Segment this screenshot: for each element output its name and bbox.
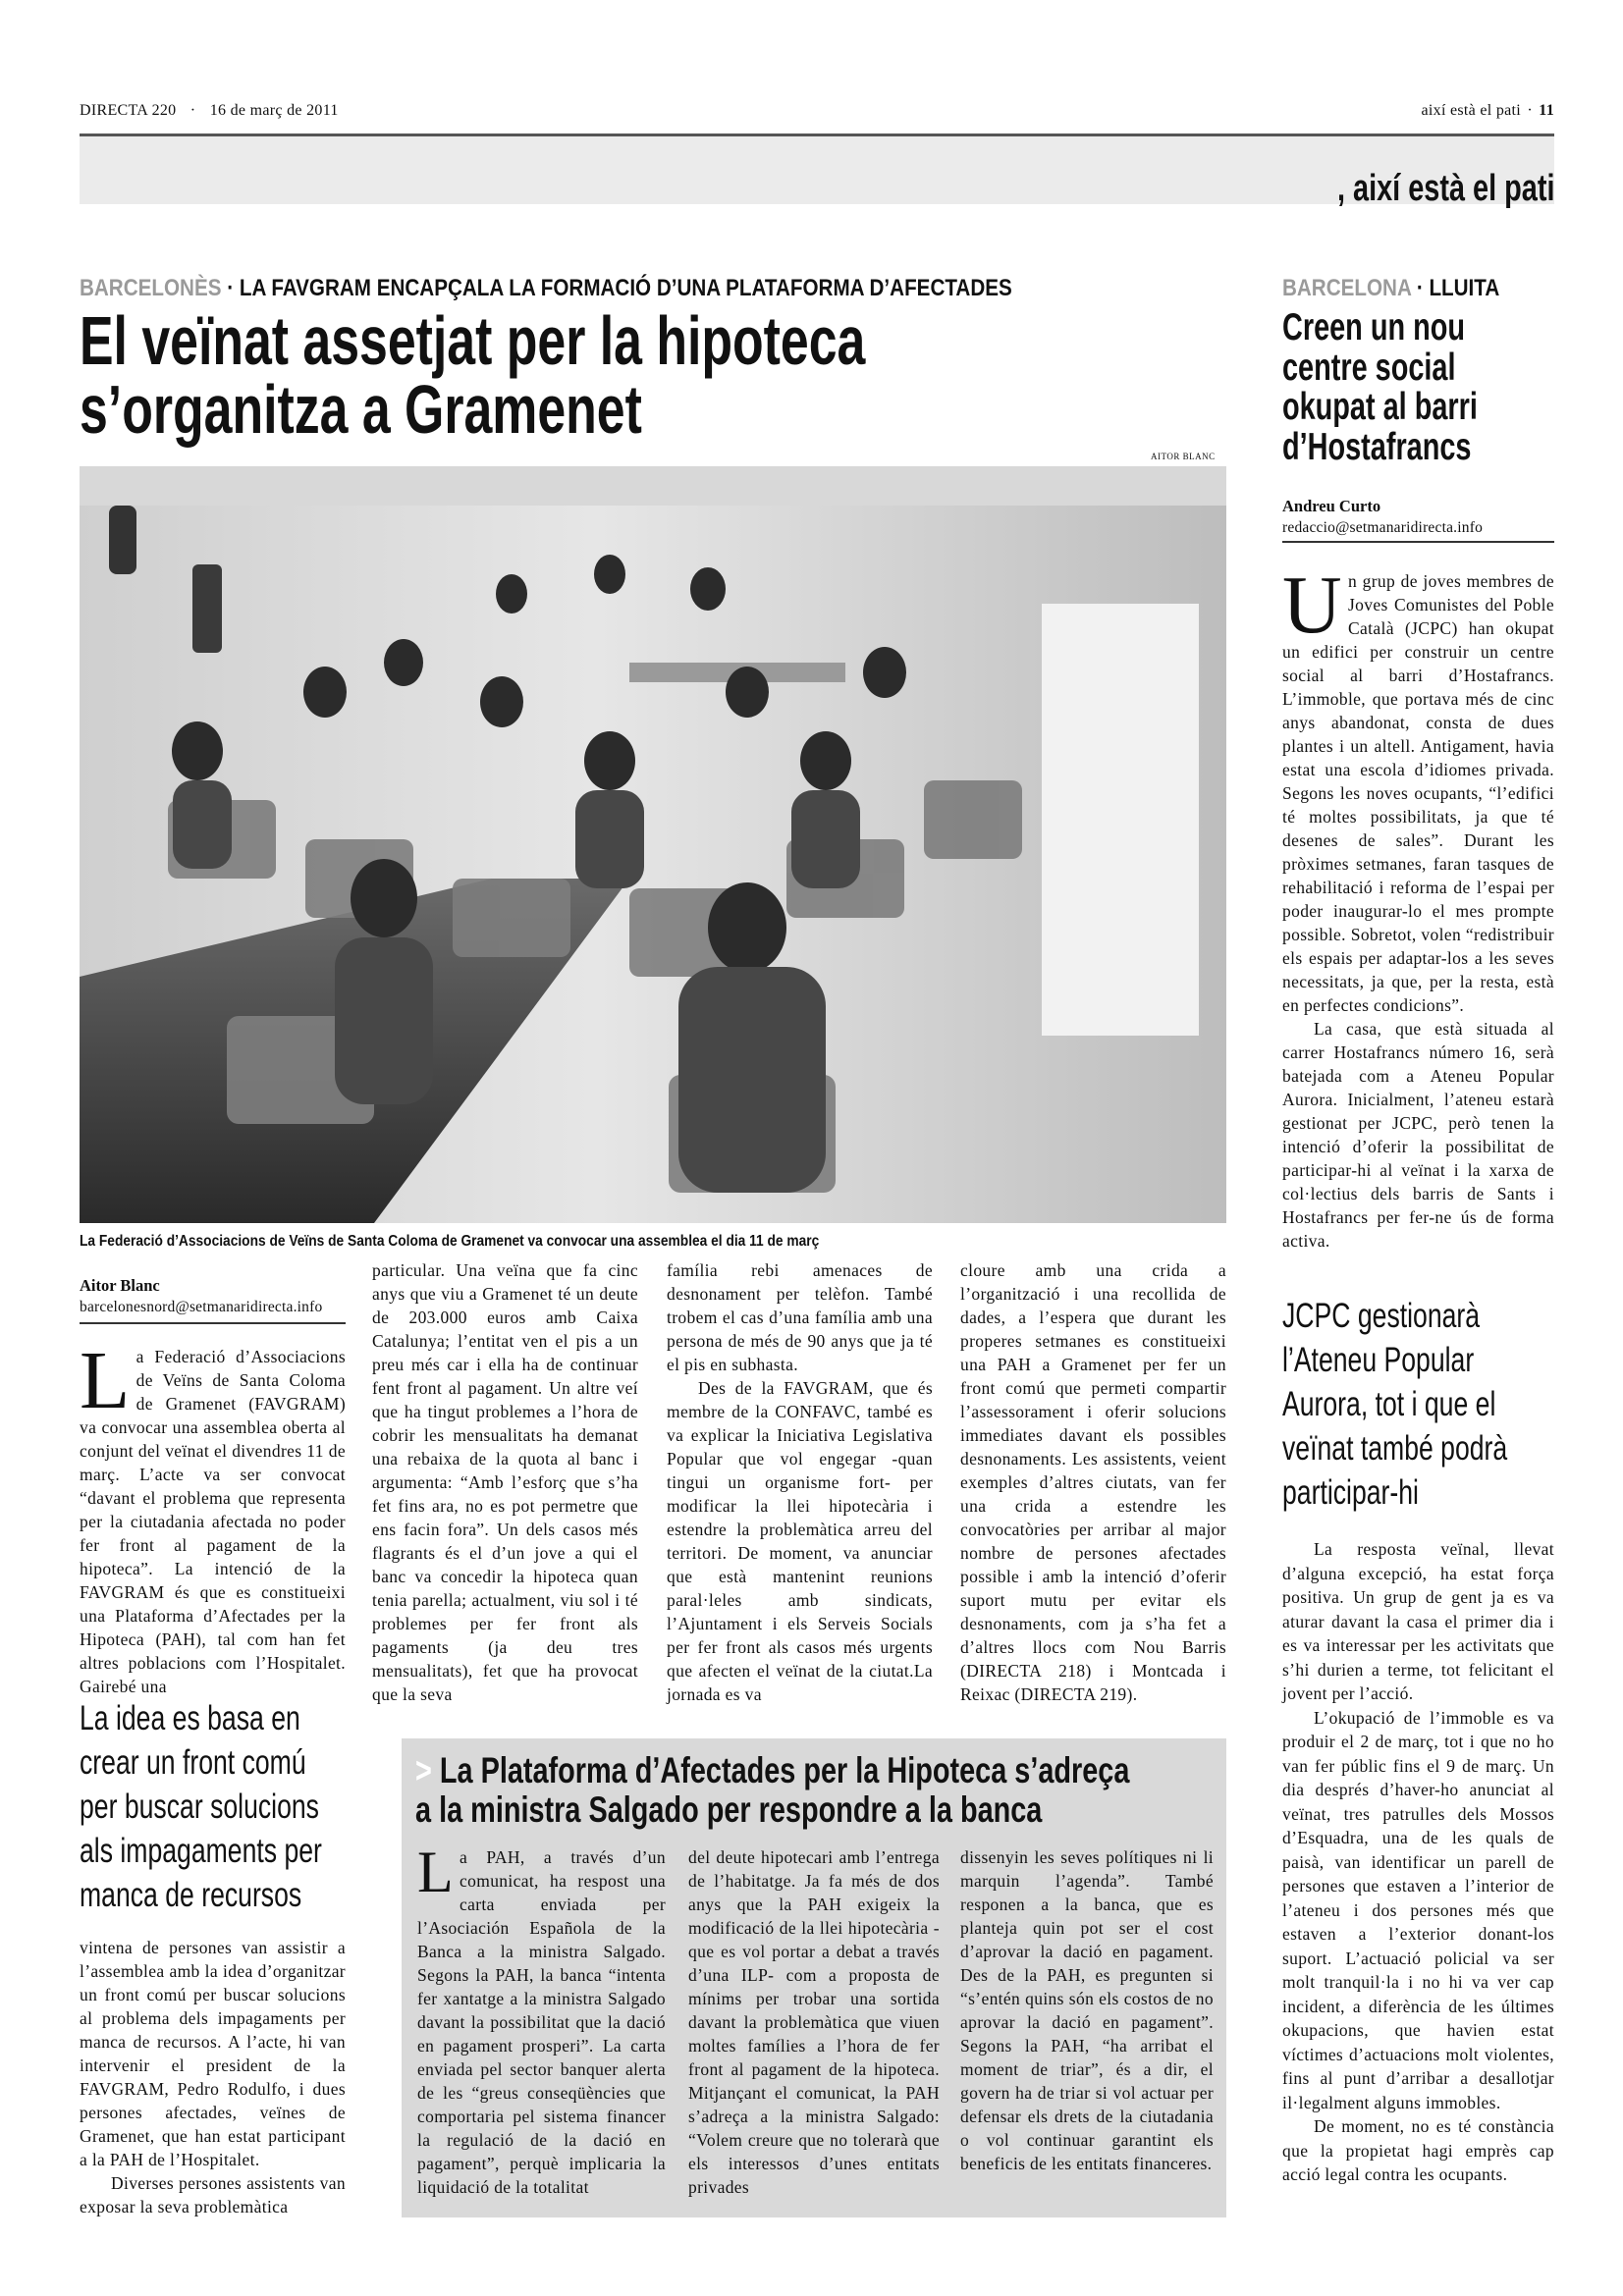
publication-issue: DIRECTA 220 bbox=[80, 102, 177, 119]
byline-rule bbox=[1282, 541, 1554, 543]
paragraph: del deute hipotecari amb l’entrega de l’habitatge. Ja fa més de dos anys que la PAH exigeix la modificació de la llei hipotecària -que es vol portar a debat a través d’una ILP- com a proposta de mínims per trobar una sortida davant la problemàtica que viuen moltes famílies a l’hora de fer front al pagament de la hipoteca. Mitjançant el comunicat, la PAH s’adreça a la ministra Salgado: “Volem creure que no tolerarà que els interessos d’unes entitats privades bbox=[688, 1847, 940, 2197]
byline-rule bbox=[80, 1322, 346, 1324]
paragraph: particular. Una veïna que fa cinc anys que viu a Gramenet té un deute de 203.000 euros amb Caixa Catalunya; l’entitat ven el pis a un preu més car i ella ha de continuar fent front al pagament. Un altre veí que ha tingut problemes a l’hora de cobrir les mensualitats ha demanat una rebaixa de la quota al banc i argumenta: “Amb l’esforç que s’ha fet fins ara, no es pot permetre que ens facin fora”. Un dels casos més flagrants és el d’un jove a qui el banc va concedir la hipoteca quan tenia parella; actualment, viu sol i té problemes per fer front als pagaments (ja deu tres mensualitats), fet que ha provocat que la seva bbox=[372, 1260, 638, 1704]
kicker-place: BARCELONÈS bbox=[80, 275, 222, 301]
sidebar-title-line: La Plataforma d’Afectades per la Hipoteca s’adreça bbox=[439, 1750, 1130, 1790]
kicker-separator: · bbox=[221, 275, 240, 301]
pullquote-line: La idea es basa en bbox=[80, 1699, 300, 1737]
paragraph: a Federació d’Associacions de Veïns de Santa Coloma de Gramenet (FAVGRAM) va convocar una assemblea oberta al conjunt del veïnat el divendres 11 de març. L’acte va ser convocat “davant el problema que representa per la ciutadania afectada no poder fer front al pagament de la hipoteca”. La intenció de la FAVGRAM és que es constitueixi una Plataforma d’Afectades per la Hipoteca (PAH), tal com han fet altres poblacions com l’Hospitalet. Gairebé una bbox=[80, 1347, 346, 1696]
pullquote-line: l’Ateneu Popular bbox=[1282, 1341, 1475, 1379]
pullquote-line: crear un front comú bbox=[80, 1743, 306, 1782]
fire-extinguisher bbox=[109, 506, 136, 574]
pullquote-line: manca de recursos bbox=[80, 1876, 302, 1914]
paragraph: dissenyin les seves polítiques ni li marquin l’agenda”. També responen a la banca, que es planteja quin pot ser el cost d’aprovar la dació en pagament. Des de la PAH, es pregunten si “s’entén quins són els costos de no aprovar la dació en pagament”. Segons la PAH, “ha arribat el moment de triar”, és a dir, el govern ha de triar si vol actuar per defensar els drets de la ciutadania o vol continuar garantint els beneficis de les entitats financeres. bbox=[960, 1847, 1214, 2173]
dropcap: U bbox=[1282, 560, 1343, 651]
main-headline bbox=[80, 302, 1142, 448]
side-author: Andreu Curto bbox=[1282, 497, 1381, 515]
side-headline bbox=[1282, 308, 1546, 467]
pullquote-line: als impagaments per bbox=[80, 1832, 322, 1870]
kicker-place: BARCELONA bbox=[1282, 275, 1412, 301]
issue-date: 16 de març de 2011 bbox=[209, 102, 339, 119]
page-header-right bbox=[1422, 102, 1555, 120]
side-kicker bbox=[1282, 275, 1535, 302]
section-band-title-wrap bbox=[1269, 167, 1554, 210]
paragraph: n grup de joves membres de Joves Comunistes del Poble Català (JCPC) han okupat un edifici per construir un centre social al barri d’Hostafrancs. L’immoble, que portava més de cinc anys abandonat, consta de dues plantes i un altell. Antigament, havia estat una escola d’idiomes privada. Segons les noves ocupants, “l’edifici té moltes possibilitats, ja que té desenes de sales”. Durant les pròximes setmanes, faran tasques de rehabilitació i reforma de l’espai per poder inaugurar-lo el mes prompte possible. Sobretot, volen “redistribuir els espais per adaptar-los a les seves necessitats, ja que, per la resta, està en perfectes condicions”. bbox=[1282, 571, 1554, 1015]
kicker-separator: · bbox=[1411, 275, 1430, 301]
main-headline-line: El veïnat assetjat per la hipoteca bbox=[80, 302, 866, 379]
header-separator: · bbox=[189, 102, 196, 119]
photo-credit: AITOR BLANC bbox=[1151, 452, 1216, 461]
page-number: 11 bbox=[1539, 102, 1554, 119]
main-article-col3 bbox=[667, 1258, 933, 1730]
kicker-topic: LA FAVGRAM ENCAPÇALA LA FORMACIÓ D’UNA PLATAFORMA D’AFECTADES bbox=[239, 275, 1012, 301]
pullquote-line: per buscar solucions bbox=[80, 1788, 319, 1826]
main-kicker bbox=[80, 275, 1163, 302]
photo-caption: La Federació d’Associacions de Veïns de Santa Coloma de Gramenet va convocar una assemblea el dia 11 de març bbox=[80, 1233, 820, 1250]
paragraph: La resposta veïnal, llevat d’alguna excepció, ha estat força positiva. Un grup de gent ja es va aturar davant la casa el primer dia i es va interessar per les activitats que s’hi durien a terme, tot felicitant el jovent per l’acció. bbox=[1282, 1539, 1554, 1703]
paragraph: a PAH, a través d’un comunicat, ha respost una carta enviada per l’Asociación Española de la Banca a la ministra Salgado. Segons la PAH, la banca “intenta fer xantatge a la ministra Salgado davant la possibilitat que la dació en pagament prosperi”. La carta enviada pel sector banquer alerta de les “greus conseqüències que comportaria pel sistema financer la regulació de la dació en pagament”, perquè implicaria la liquidació de la totalitat bbox=[417, 1847, 666, 2197]
main-article-col4 bbox=[960, 1258, 1226, 1730]
paragraph: Diverses persones assistents van exposar la seva problemàtica bbox=[80, 2173, 346, 2216]
arrow-icon: > bbox=[415, 1750, 432, 1790]
side-headline-line: centre social bbox=[1282, 346, 1456, 389]
paragraph: De moment, no es té constància que la propietat hagi emprès cap acció legal contra les ocupants. bbox=[1282, 2116, 1554, 2184]
main-headline-line: s’organitza a Gramenet bbox=[80, 371, 642, 448]
paragraph: cloure amb una crida a l’organització i una recollida de dades, a l’espera que durant les properes setmanes es constitueixi una PAH a Gramenet per fer un front comú que permeti compartir l’assessorament i oferir solucions immediates davant els possibles desnonaments. Les assistents, veient exemples d’altres ciutats, van fer una crida a estendre les convocatòries per arribar al major nombre de persones afectades possible i amb la intenció d’oferir suport mutu per evitar els desnonaments, com ja s’ha fet a d’altres llocs com Nou Barris (DIRECTA 218) i Montcada i Reixac (DIRECTA 219). bbox=[960, 1260, 1226, 1704]
photo-image bbox=[80, 466, 1226, 1223]
side-author-email[interactable]: redaccio@setmanaridirecta.info bbox=[1282, 519, 1484, 536]
pullquote-line: JCPC gestionarà bbox=[1282, 1297, 1481, 1335]
kicker-topic: LLUITA bbox=[1429, 275, 1500, 301]
side-headline-line: Creen un nou bbox=[1282, 306, 1465, 348]
side-pullquote bbox=[1282, 1294, 1562, 1515]
assembly-photo bbox=[80, 466, 1226, 1223]
side-article-body-bottom bbox=[1282, 1537, 1554, 2244]
sidebar-col1 bbox=[417, 1840, 666, 2207]
pullquote-line: Aurora, tot i que el bbox=[1282, 1385, 1496, 1423]
side-headline-line: okupat al barri bbox=[1282, 386, 1478, 428]
sidebar-col3 bbox=[960, 1845, 1214, 2207]
section-name: així està el pati bbox=[1421, 102, 1522, 119]
main-article-col1-top bbox=[80, 1335, 346, 1696]
photo-caption-wrap bbox=[80, 1233, 940, 1251]
side-article-body-top bbox=[1282, 560, 1554, 1280]
sidebar-title-line: a la ministra Salgado per respondre a la banca bbox=[415, 1789, 1043, 1830]
sidebar-box-title bbox=[415, 1751, 1331, 1830]
paragraph: Des de la FAVGRAM, que és membre de la CONFAVC, també es va explicar la Iniciativa Legislativa Popular que vol engegar -quan tingui un organisme fort- per modificar la llei hipotecària i estendre la problemàtica arreu del territori. De moment, va anunciar que està mantenint reunions paral·leles amb sindicats, l’Ajuntament i els Serveis Socials per fer front als casos més urgents que afecten el veïnat de la ciutat.La jornada es va bbox=[667, 1378, 933, 1704]
pullquote-line: participar-hi bbox=[1282, 1473, 1419, 1512]
door bbox=[1042, 604, 1199, 1036]
main-author-email[interactable]: barcelonesnord@setmanaridirecta.info bbox=[80, 1299, 323, 1315]
main-article-col1-bottom bbox=[80, 1936, 346, 2220]
paragraph: La casa, que està situada al carrer Hostafrancs número 16, serà batejada com a Ateneu Popular Aurora. Inicialment, l’ateneu estarà gestionat per JCPC, però tenen la intenció d’oferir la possibilitat de participar-hi al veïnat i la xarxa de col·lectius dels barris de Sants i Hostafrancs per fer-ne ús de forma activa. bbox=[1282, 1019, 1554, 1251]
paragraph: família rebi amenaces de desnonament per telèfon. També trobem el cas d’una família amb una persona de més de 90 anys que ja té el pis en subhasta. bbox=[667, 1260, 933, 1374]
paragraph: L’okupació de l’immoble es va produir el 2 de març, tot i que no ho van fer públic fins el 9 de març. Un dia després d’haver-ho anunciat al veïnat, tres patrulles dels Mossos d’Esquadra, una de les quals de paisà, van identificar un parell de persones que estaven a l’interior de l’ateneu i dos persones més que estaven a l’exterior donant-los suport. L’actuació policial va ser molt tranquil·la i no hi va ver cap incident, a diferència de les últimes okupacions, que havien estat víctimes d’actuacions molt violentes, fins al punt d’arribar a desallotjar il·legalment alguns immobles. bbox=[1282, 1707, 1554, 2112]
header-separator: · bbox=[1527, 102, 1533, 119]
dropcap: L bbox=[417, 1840, 455, 1904]
side-headline-line: d’Hostafrancs bbox=[1282, 425, 1472, 468]
section-band-title: , així està el pati bbox=[1336, 168, 1554, 209]
main-article-col2 bbox=[372, 1258, 638, 1730]
pullquote-line: veïnat també podrà bbox=[1282, 1429, 1508, 1468]
main-author: Aitor Blanc bbox=[80, 1276, 160, 1295]
main-pullquote bbox=[80, 1696, 354, 1917]
sidebar-col2 bbox=[688, 1845, 940, 2207]
paragraph: vintena de persones van assistir a l’assemblea amb la idea d’organitzar un front comú per buscar solucions al problema dels impagaments per manca de recursos. A l’acte, hi van intervenir el president de la FAVGRAM, Pedro Rodulfo, i dues persones afectades, veïnes de Gramenet, que han estat participant a la PAH de l’Hospitalet. bbox=[80, 1938, 346, 2169]
page-header-left bbox=[80, 102, 339, 120]
dropcap: L bbox=[80, 1335, 131, 1426]
